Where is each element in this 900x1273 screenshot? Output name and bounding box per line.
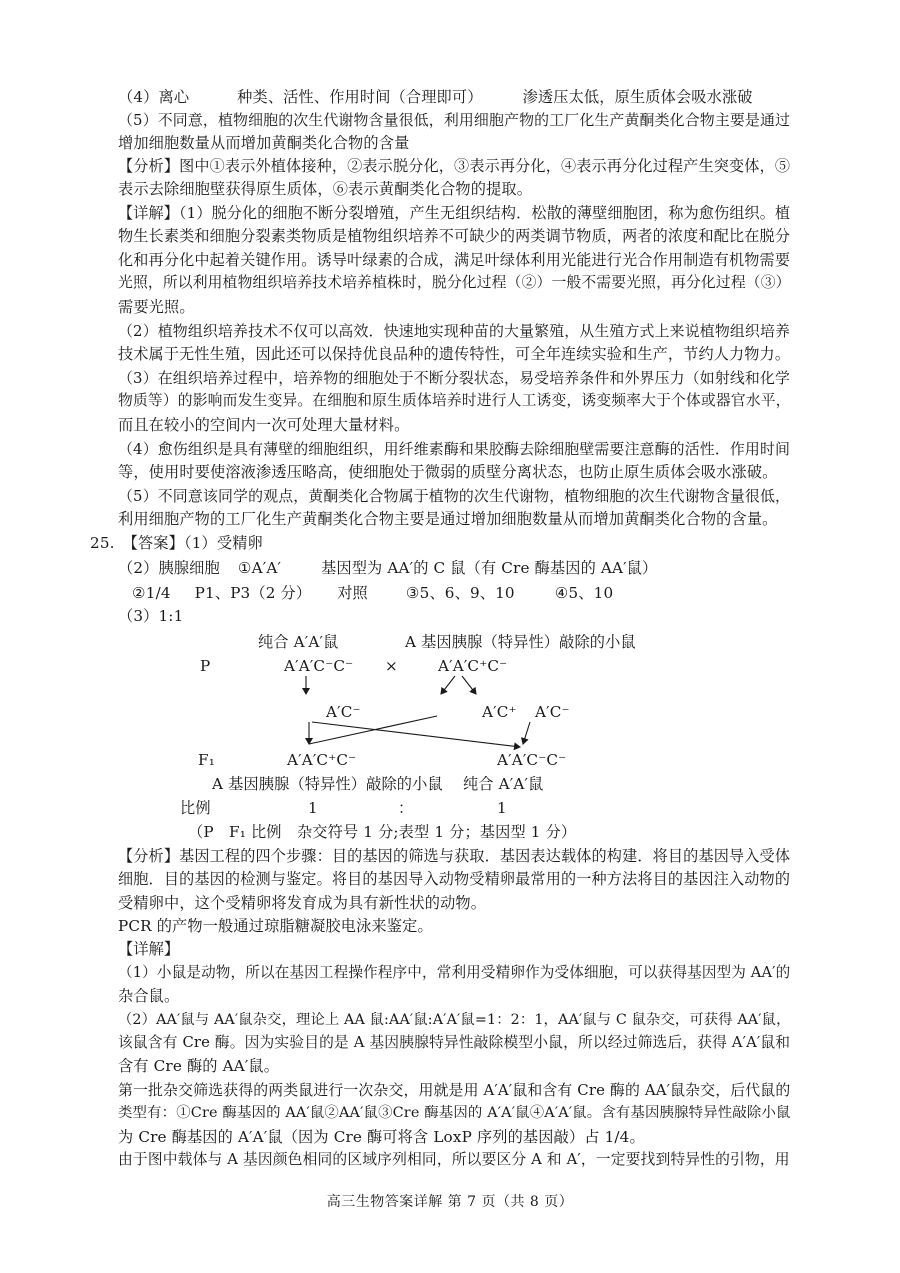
q25-detail-2-line3: 含有 Cre 酶的 AA′鼠。	[118, 1057, 280, 1075]
answer-1: （1）受精卵	[183, 534, 263, 552]
q24-detail-5-line1: （5）不同意该同学的观点，黄酮类化合物属于植物的次生代谢物，植物细胞的次生代谢物含量很低，	[118, 487, 791, 505]
f1-right-phenotype: 纯合 A′A′鼠	[463, 775, 544, 793]
q24-detail-3-line3: 而且在较小的空间内一次可处理大量材料。	[118, 416, 410, 434]
answer-2-lanes-4: ④5、10	[554, 584, 614, 602]
arrow-gamete-right-down	[523, 722, 530, 744]
q25-answer-3: （3）1:1	[118, 607, 184, 625]
q24-detail-3-line2: 物质等）的影响而发生变异。在细胞和原生质体培养时进行人工诱变，诱变频率大于个体或器官水平，	[118, 392, 791, 409]
answer-2-ratio: ②1/4	[132, 584, 171, 602]
q25-detail-2-line6: 为 Cre 酶基因的 A′A′鼠（因为 Cre 酶可将含 LoxP 序列的基因敲）占 1/4。	[118, 1128, 645, 1146]
cross-parent-left-label: 纯合 A′A′鼠	[258, 633, 339, 651]
cross-scoring-note: （P F₁ 比例 杂交符号 1 分;表型 1 分；基因型 1 分）	[188, 823, 577, 841]
q24-detail-1-line4: 光照，所以利用植物组织培养技术培养植株时，脱分化过程（②）一般不需要光照，再分化过程（③）	[118, 274, 791, 291]
cross-generation-f1: F₁	[198, 751, 215, 769]
q24-detail-1-line5: 需要光照。	[118, 298, 195, 316]
q24-detail-4-line1: （4）愈伤组织是具有薄壁的细胞组织，用纤维素酶和果胶酶去除细胞壁需要注意酶的活性．作用时间	[118, 440, 791, 458]
ratio-left: 1	[308, 799, 318, 817]
q25-analysis-line3: 受精卵中，这个受精卵将发育成为具有新性状的动物。	[118, 894, 487, 912]
arrow-p-right-to-gamete-1	[441, 676, 455, 694]
arrow-p-right-to-gamete-2	[462, 676, 476, 694]
page-footer: 高三生物答案详解 第 7 页（共 8 页）	[326, 1194, 574, 1210]
f1-left-genotype: A′A′C⁺C⁻	[287, 751, 357, 769]
cross-parent-left-genotype: A′A′C⁻C⁻	[284, 657, 354, 675]
q25-detail-2-line4: 第一批杂交筛选获得的两类鼠进行一次杂交，用就是用 A′A′鼠和含有 Cre 酶的 AA′鼠杂交，后代鼠的	[118, 1081, 791, 1099]
answer-2-primers: P1、P3（2 分）	[194, 584, 312, 602]
q25-detail-1-line1: （1）小鼠是动物，所以在基因工程操作程序中，常利用受精卵作为受体细胞，可以获得基因型为 AA′的	[118, 964, 791, 981]
cross-line-right-to-left	[309, 716, 437, 744]
cross-symbol: ×	[385, 657, 398, 675]
answer-2-c-mouse: 基因型为 AA′的 C 鼠（有 Cre 酶基因的 AA′鼠）	[321, 559, 658, 577]
answer-2-lanes-3: ③5、6、9、10	[405, 584, 515, 602]
q24-analysis-line2: 表示去除细胞壁获得原生质体，⑥表示黄酮类化合物的提取。	[118, 180, 533, 198]
gamete-left: A′C⁻	[326, 703, 361, 721]
q24-analysis-line1: 【分析】图中①表示外植体接种，②表示脱分化，③表示再分化，④表示再分化过程产生突变体，⑤	[118, 157, 791, 175]
answer-4-centrifuge: （4）离心	[118, 88, 190, 106]
f1-left-phenotype: A 基因胰腺（特异性）敲除的小鼠	[212, 775, 443, 793]
q25-analysis-line2: 细胞．目的基因的检测与鉴定。将目的基因导入动物受精卵最常用的一种方法将目的基因注入动物的	[118, 870, 791, 888]
q24-detail-4-line2: 等，使用时要使溶液渗透压略高，使细胞处于微弱的质壁分离状态，也防止原生质体会吸水涨破。	[118, 463, 778, 481]
answer-tag: 【答案】	[122, 534, 184, 552]
q25-analysis-line1: 【分析】基因工程的四个步骤：目的基因的筛选与获取．基因表达载体的构建．将目的基因导入受体	[118, 847, 791, 865]
q25-detail-2-line7: 由于图中载体与 A 基因颜色相同的区域序列相同，所以要区分 A 和 A′，一定要找到特异性的引物，用	[118, 1151, 790, 1168]
cross-parent-right-genotype: A′A′C⁺C⁻	[438, 657, 508, 675]
q24-answer-5-line1: （5）不同意，植物细胞的次生代谢物含量很低，利用细胞产物的工厂化生产黄酮类化合物主要是通过	[118, 111, 791, 129]
q25-detail-heading: 【详解】	[118, 940, 180, 958]
answer-4-enzyme-factors: 种类、活性、作用时间（合理即可）	[237, 88, 483, 106]
answer-2-control: 对照	[337, 584, 368, 602]
question-number: 25.	[90, 534, 115, 552]
q24-detail-3-line1: （3）在组织培养过程中，培养物的细胞处于不断分裂状态，易受培养条件和外界压力（如射线和化学	[118, 369, 791, 387]
cross-generation-p: P	[200, 657, 211, 675]
q24-detail-1-line1: 【详解】（1）脱分化的细胞不断分裂增殖，产生无组织结构．松散的薄壁细胞团，称为愈伤组织。植	[118, 204, 791, 222]
q24-detail-1-line3: 化和再分化中起着关键作用。诱导叶绿素的合成，满足叶绿体利用光能进行光合作用制造有机物需要	[118, 251, 791, 269]
ratio-right: 1	[497, 799, 507, 817]
q24-detail-1-line2: 物生长素类和细胞分裂素类物质是植物组织培养不可缺少的两类调节物质，两者的浓度和配比在脱分	[118, 227, 791, 245]
answer-2-pancreas: （2）胰腺细胞	[118, 559, 220, 577]
q24-detail-2-line2: 技术属于无性生殖，因此还可以保持优良品种的遗传特性，可全年连续实验和生产，节约人力物力。	[118, 345, 791, 363]
q25-detail-2-line2: 该鼠含有 Cre 酶。因为实验目的是 A 基因胰腺特异性敲除模型小鼠，所以经过筛选后，获得 A′A′鼠和	[118, 1034, 791, 1051]
cross-parent-right-label: A 基因胰腺（特异性）敲除的小鼠	[405, 633, 636, 651]
ratio-colon: ：	[398, 799, 414, 817]
ratio-label: 比例	[180, 799, 211, 817]
q25-detail-2-line5: 类型有：①Cre 酶基因的 AA′鼠②AA′鼠③Cre 酶基因的 A′A′鼠④A′A′鼠。含有基因胰腺特异性敲除小鼠	[118, 1105, 791, 1121]
gamete-right-1: A′C⁺	[482, 703, 517, 721]
q25-analysis-line4: PCR 的产物一般通过琼脂糖凝胶电泳来鉴定。	[118, 917, 433, 935]
q24-detail-5-line2: 利用细胞产物的工厂化生产黄酮类化合物主要是通过增加细胞数量从而增加黄酮类化合物的含量。	[118, 510, 778, 528]
q25-detail-1-line2: 杂合鼠。	[118, 987, 180, 1005]
gamete-right-2: A′C⁻	[535, 703, 570, 721]
q24-answer-5-line2: 增加细胞数量从而增加黄酮类化合物的含量	[118, 134, 410, 152]
q25-detail-2-line1: （2）AA′鼠与 AA′鼠杂交，理论上 AA 鼠:AA′鼠:A′A′鼠=1：2：1，AA′鼠与 C 鼠杂交，可获得 AA′鼠，	[118, 1012, 791, 1028]
answer-2-genotype: ①A′A′	[237, 559, 282, 577]
cross-line-left-to-right	[312, 722, 520, 747]
answer-4-osmotic: 渗透压太低，原生质体会吸水涨破	[522, 88, 753, 106]
q24-detail-2-line1: （2）植物组织培养技术不仅可以高效．快速地实现种苗的大量繁殖，从生殖方式上来说植物组织培养	[118, 322, 791, 340]
f1-right-genotype: A′A′C⁻C⁻	[497, 751, 567, 769]
